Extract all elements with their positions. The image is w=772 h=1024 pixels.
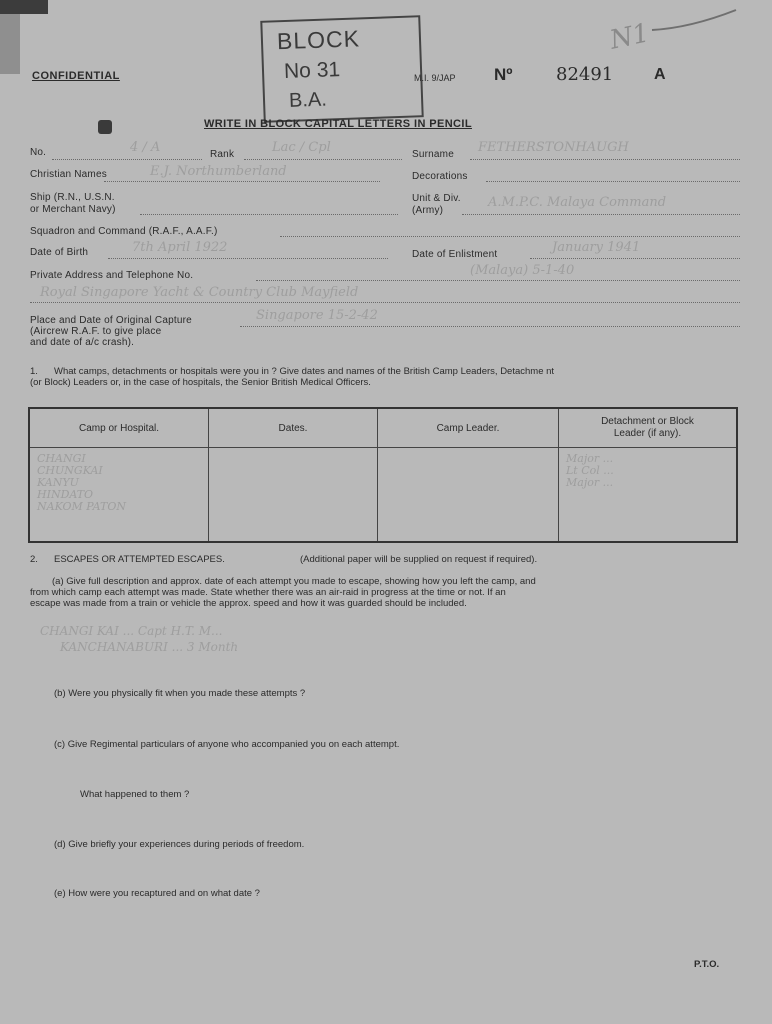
table-row [29, 448, 737, 543]
q1-line-2: (or Block) Leaders or, in the case of hospitals, the Senior British Medical Officers. [30, 377, 371, 388]
header-camp: Camp or Hospital. [29, 408, 209, 448]
address-label: Private Address and Telephone No. [30, 270, 194, 281]
form-number: 82491 [556, 64, 614, 85]
decorations-label: Decorations [412, 171, 468, 182]
dob-value: 7th April 1922 [132, 240, 228, 255]
corner-pen-stroke [650, 6, 740, 36]
surname-line [470, 159, 740, 160]
ship-label-2: or Merchant Navy) [30, 204, 116, 215]
enlistment-label: Date of Enlistment [412, 249, 498, 260]
q2-note: (Additional paper will be supplied on request if required). [300, 554, 538, 565]
capture-label-2: (Aircrew R.A.F. to give place [30, 326, 162, 337]
surname-label: Surname [412, 149, 454, 160]
rank-label: Rank [210, 149, 235, 160]
cell-camp [29, 448, 209, 543]
unit-label-2: (Army) [412, 205, 444, 216]
stamp-line-1: BLOCK [276, 25, 361, 55]
camps-table [28, 407, 738, 543]
capture-line [240, 326, 740, 327]
address-value-2: Royal Singapore Yacht & Country Club Mayfield [40, 285, 359, 300]
capture-label-3: and date of a/c crash). [30, 337, 135, 348]
rank-value: Lac / Cpl [272, 140, 331, 155]
address-value-1: (Malaya) 5-1-40 [470, 263, 575, 278]
unit-line [462, 214, 740, 215]
form-reference: M.I. 9/JAP [414, 73, 456, 83]
scan-edge-shadow [0, 0, 48, 14]
dob-line [108, 258, 388, 259]
squadron-line [280, 236, 740, 237]
punch-hole [98, 120, 112, 134]
pto-label: P.T.O. [694, 959, 720, 970]
no-line [52, 159, 202, 160]
cell-leader [378, 448, 559, 543]
confidential-heading: CONFIDENTIAL [32, 70, 120, 82]
address-line-2 [30, 302, 740, 303]
unit-value: A.M.P.C. Malaya Command [488, 195, 667, 210]
capture-value: Singapore 15-2-42 [256, 308, 378, 323]
q1-line-1: What camps, detachments or hospitals were you in ? Give dates and names of the British Camp Leaders, Detachme nt [54, 366, 555, 377]
camps-table-header-row [29, 408, 737, 448]
header-camp-leader: Camp Leader. [378, 408, 559, 448]
q2a-line-2: from which camp each attempt was made. State whether there was an air-raid in progress at the time or not. If an [30, 587, 506, 598]
no-value: 4 / A [130, 140, 161, 155]
cell-dates-text [210, 449, 376, 457]
capture-label-1: Place and Date of Original Capture [30, 315, 192, 326]
q2c-follow: What happened to them ? [80, 789, 190, 800]
cell-camp-text: CHANGI CHUNGKAI KANYU HINDATO NAKOM PATON [37, 452, 126, 513]
dob-label: Date of Birth [30, 247, 89, 258]
cell-detachment [559, 448, 738, 543]
q2a-line-1: (a) Give full description and approx. date of each attempt you made to escape, showing how you left the camp, and [52, 576, 536, 587]
christian-names-value: E.J. Northumberland [150, 164, 287, 179]
q2a-handwriting-2: KANCHANABURI ... 3 Month [60, 640, 239, 654]
enlistment-line [530, 258, 740, 259]
cell-detachment-text: Major ... Lt Col ... Major ... [566, 452, 614, 489]
q2-number: 2. [30, 554, 38, 565]
squadron-label: Squadron and Command (R.A.F., A.A.F.) [30, 226, 218, 237]
header-detachment-leader: Detachment or Block Leader (if any). [559, 408, 738, 448]
corner-handwriting: N1 [607, 18, 652, 56]
christian-names-label: Christian Names [30, 169, 107, 180]
q2-title: ESCAPES OR ATTEMPTED ESCAPES. [54, 554, 225, 565]
decorations-line [486, 181, 740, 182]
header-dates: Dates. [209, 408, 378, 448]
q1-number: 1. [30, 366, 38, 377]
cell-dates [209, 448, 378, 543]
instruction-heading: WRITE IN BLOCK CAPITAL LETTERS IN PENCIL [204, 118, 472, 130]
unit-label-1: Unit & Div. [412, 193, 461, 204]
q2c: (c) Give Regimental particulars of anyone who accompanied you on each attempt. [54, 739, 400, 750]
ship-line [140, 214, 398, 215]
q2e: (e) How were you recaptured and on what date ? [54, 888, 260, 899]
ship-label-1: Ship (R.N., U.S.N. [30, 192, 115, 203]
stamp-line-2: No 31 [283, 58, 341, 84]
surname-value: FETHERSTONHAUGH [478, 140, 629, 155]
scan-edge-fold [0, 14, 20, 74]
number-label: Nº [494, 65, 513, 84]
q2a-handwriting-1: CHANGI KAI ... Capt H.T. M... [40, 624, 223, 638]
address-line-1 [256, 280, 740, 281]
q2d: (d) Give briefly your experiences during periods of freedom. [54, 839, 305, 850]
q2a-line-3: escape was made from a train or vehicle the approx. speed and how it was guarded should be included. [30, 598, 467, 609]
cell-leader-text [379, 449, 557, 457]
rank-line [244, 159, 402, 160]
christian-names-line [104, 181, 380, 182]
q2b: (b) Were you physically fit when you made these attempts ? [54, 688, 306, 699]
block-stamp [260, 15, 423, 123]
enlistment-value: January 1941 [552, 240, 641, 255]
no-label: No. [30, 147, 47, 158]
stamp-line-3: B.A. [288, 88, 328, 112]
series-letter: A [654, 66, 666, 83]
